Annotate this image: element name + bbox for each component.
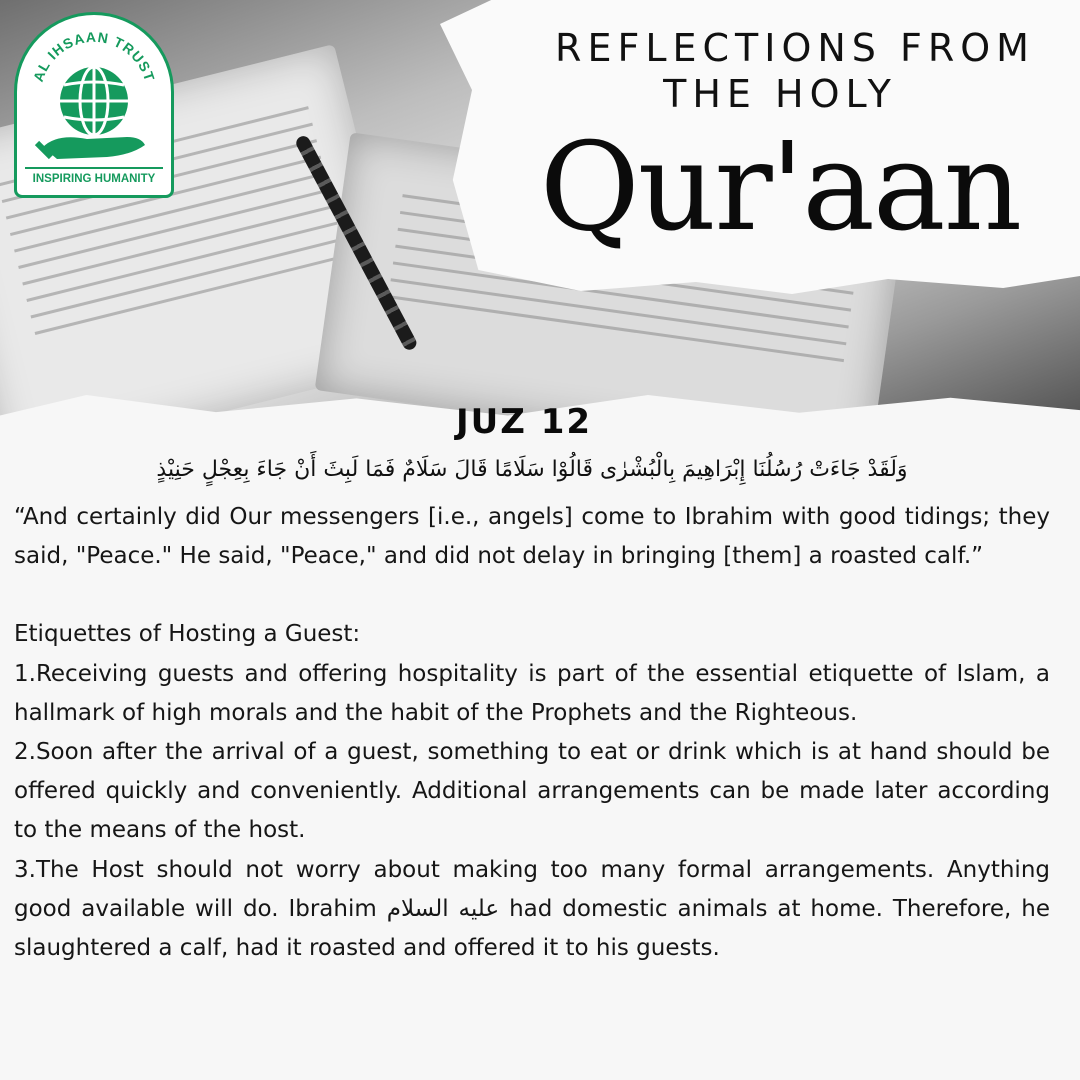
- arabic-verse: وَلَقَدْ جَاءَتْ رُسُلُنَا إِبْرَاهِيمَ بِالْبُشْرٰى قَالُوْا سَلَامًا قَالَ سَلَامٌ فَمَا لَبِثَ أَنْ جَاءَ بِعِجْلٍ حَنِيْذٍ: [156, 457, 908, 482]
- etiquette-item-3: 3.The Host should not worry about making too many formal arrangements. Anything good available will do. Ibrahim عليه السلام had domestic animals at home. Therefore, he slaughtered a calf, had it roasted and offered it to his guests.: [14, 856, 1050, 962]
- title-quraan: Qur'aan: [539, 116, 1021, 258]
- title-reflections-from: REFLECTIONS FROM: [555, 26, 1035, 70]
- etiquettes-heading: Etiquettes of Hosting a Guest:: [14, 621, 361, 648]
- etiquette-item-1: 1.Receiving guests and offering hospitality is part of the essential etiquette of Islam, a hallmark of high morals and the habit of the Prophets and the Righteous.: [14, 660, 1050, 726]
- logo-name: AL IHSAAN TRUST: [29, 28, 159, 84]
- body-text: [14, 498, 1050, 968]
- etiquette-item-2: 2.Soon after the arrival of a guest, something to eat or drink which is at hand should be offered quickly and conveniently. Additional arrangements can be made later according to the means of the host.: [14, 739, 1050, 844]
- globe-hands-icon: [17, 15, 171, 175]
- logo-tagline: INSPIRING HUMANITY: [25, 167, 163, 189]
- al-ihsaan-trust-logo: [14, 12, 174, 198]
- verse-translation: “And certainly did Our messengers [i.e., angels] come to Ibrahim with good tidings; they said, "Peace." He said, "Peace," and did not delay in bringing [them] a roasted calf.”: [14, 504, 1050, 570]
- juz-heading: JUZ 12: [456, 402, 593, 442]
- title-the-holy: THE HOLY: [663, 72, 897, 116]
